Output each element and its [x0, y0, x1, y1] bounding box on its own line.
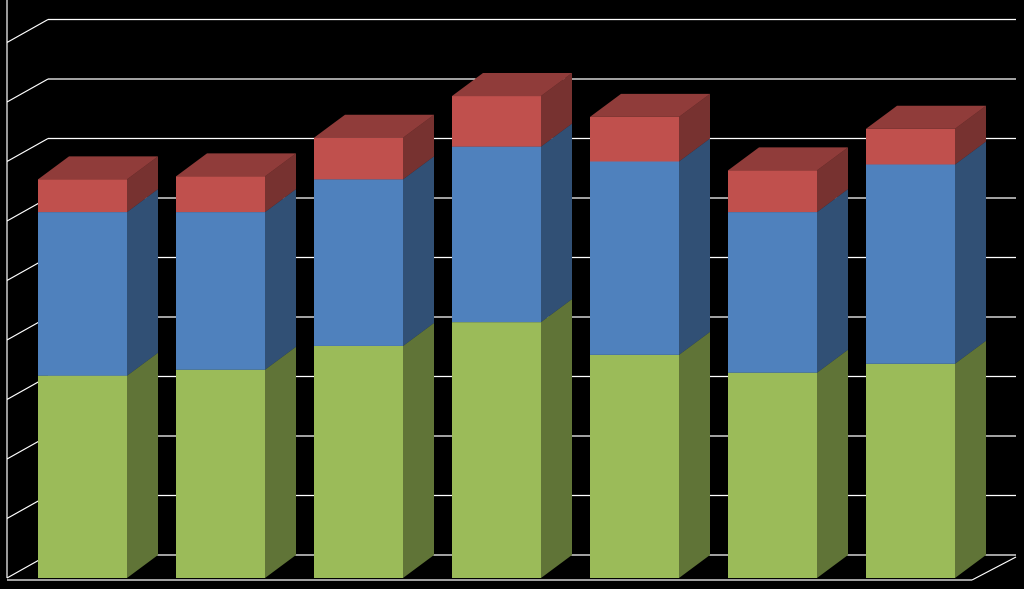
- bar-segment: [314, 346, 403, 578]
- bar-segment: [866, 364, 955, 578]
- bar-segment: [314, 179, 403, 346]
- bar-segment-side: [127, 189, 158, 376]
- bar-segment: [590, 355, 679, 578]
- bar-segment-side: [679, 332, 710, 578]
- bar-segment-side: [265, 189, 296, 370]
- bar-segment-side: [817, 189, 848, 373]
- bar-segment: [590, 162, 679, 355]
- gridline-diagonal: [7, 79, 48, 102]
- bar-segment-side: [265, 347, 296, 578]
- bar-segment-side: [541, 299, 572, 578]
- bar-stack: [866, 106, 986, 578]
- bar-segment-side: [955, 341, 986, 578]
- bar-segment: [176, 176, 265, 212]
- bar-stack: [728, 147, 848, 578]
- bar-segment: [176, 212, 265, 370]
- bar-stack: [176, 153, 296, 578]
- bar-stack: [38, 156, 158, 578]
- bar-segment-side: [403, 156, 434, 346]
- bar-segment: [866, 129, 955, 165]
- bar-stack: [590, 94, 710, 578]
- bar-segment: [728, 170, 817, 212]
- gridline-diagonal: [7, 139, 48, 162]
- bar-segment: [38, 179, 127, 212]
- bar-stack: [452, 73, 572, 578]
- bar-segment: [866, 164, 955, 363]
- bar-segment: [590, 117, 679, 162]
- bar-segment: [728, 373, 817, 578]
- bar-segment-side: [127, 353, 158, 578]
- bars: [38, 73, 986, 578]
- bar-segment: [452, 147, 541, 323]
- gridline-diagonal: [7, 20, 48, 43]
- bar-stack: [314, 115, 434, 578]
- bar-segment-side: [679, 139, 710, 355]
- bar-segment: [452, 322, 541, 578]
- bar-segment: [728, 212, 817, 373]
- bar-segment-side: [817, 350, 848, 578]
- bar-segment: [38, 376, 127, 578]
- bar-segment: [38, 212, 127, 376]
- bar-segment-side: [541, 124, 572, 323]
- bar-segment-side: [403, 323, 434, 578]
- bar-segment: [452, 96, 541, 147]
- bar-segment: [314, 138, 403, 180]
- bar-segment: [176, 370, 265, 578]
- bar-segment-side: [955, 141, 986, 363]
